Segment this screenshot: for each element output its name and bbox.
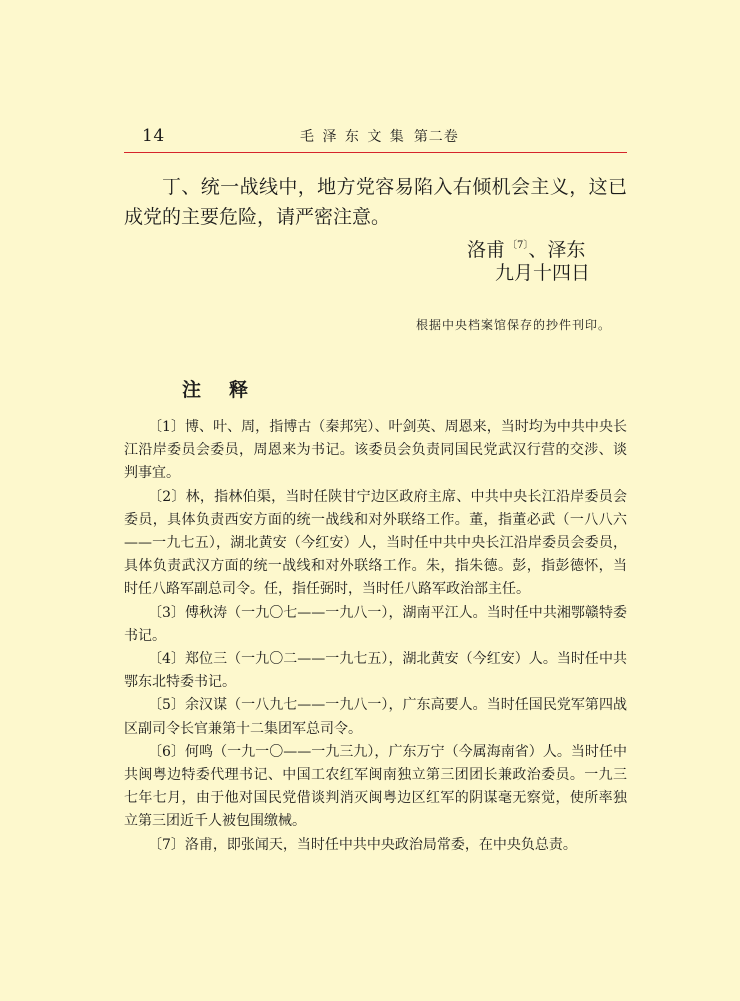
notes-list xyxy=(124,416,627,857)
note-item-4: 〔4〕郑位三（一九〇二——一九七五），湖北黄安（今红安）人。当时任中共鄂东北特委书记。 xyxy=(124,651,627,691)
page-number: 14 xyxy=(142,126,165,146)
note-item-2: 〔2〕林，指林伯渠，当时任陕甘宁边区政府主席、中共中央长江沿岸委员会委员，具体负责西安方面的统一战线和对外联络工作。董，指董必武（一八八六——一九七五），湖北黄安（今红安）人，当时任中共中央长江沿岸委员会委员，具体负责武汉方面的统一战线和对外联络工作。朱，指朱德。彭，指彭德怀，当时任八路军副总司令。任，指任弼时，当时任八路军政治部主任。 xyxy=(124,488,627,598)
signature-name: 洛甫 xyxy=(467,239,506,261)
body-paragraph: 丁、统一战线中，地方党容易陷入右倾机会主义，这已成党的主要危险，请严密注意。 xyxy=(124,176,627,228)
book-title: 毛 泽 东 文 集 xyxy=(300,129,406,145)
note-item-5: 〔5〕余汉谋（一八九七——一九八一），广东高要人。当时任国民党军第四战区副司令长官兼第十二集团军总司令。 xyxy=(124,697,627,737)
volume-label: 第二卷 xyxy=(413,129,459,145)
note-item-6: 〔6〕何鸣（一九一〇——一九三九），广东万宁（今属海南省）人。当时任中共闽粤边特委代理书记、中国工农红军闽南独立第三团团长兼政治委员。一九三七年七月，由于他对国民党借谈判消灭闽粤边区红军的阴谋毫无察觉，使所率独立第三团近千人被包围缴械。 xyxy=(124,743,627,830)
notes-heading: 注释 xyxy=(182,379,277,401)
note-item-1: 〔1〕博、叶、周，指博古（秦邦宪）、叶剑英、周恩来，当时均为中共中央长江沿岸委员会委员，周恩来为书记。该委员会负责同国民党武汉行营的交涉、谈判事宜。 xyxy=(124,419,627,482)
running-title xyxy=(300,126,459,146)
body-text xyxy=(124,172,627,232)
header-rule xyxy=(124,152,627,153)
date-line: 九月十四日 xyxy=(495,262,591,284)
note-reference-7: 〔7〕 xyxy=(507,240,529,251)
signature-rest: 、泽东 xyxy=(528,239,586,261)
note-item-7: 〔7〕洛甫，即张闻天，当时任中共中央政治局常委，在中央负总责。 xyxy=(148,836,577,853)
note-item-3: 〔3〕傅秋涛（一九〇七——一九八一），湖南平江人。当时任中共湘鄂赣特委书记。 xyxy=(124,604,627,644)
source-note: 根据中央档案馆保存的抄件刊印。 xyxy=(416,318,612,332)
